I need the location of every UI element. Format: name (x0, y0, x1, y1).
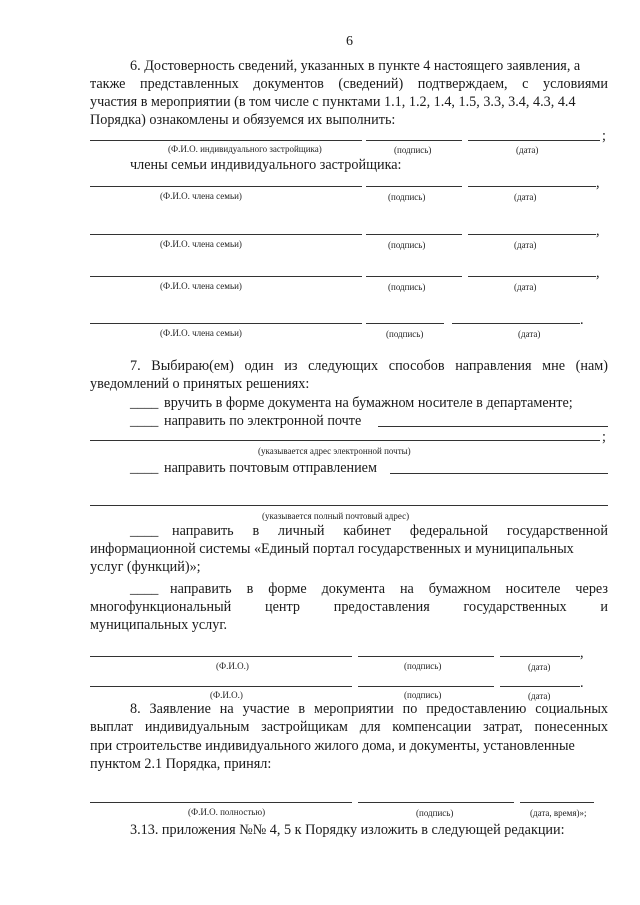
applicant-2-name-line (90, 686, 352, 687)
applicant-1-signature-caption: (подпись) (404, 661, 442, 671)
option-4-blank: ____ (130, 523, 159, 539)
builder-date-caption: (дата) (516, 145, 539, 155)
applicant-2-date-line (500, 686, 580, 687)
option-4-line-3: услуг (функций)»; (90, 559, 201, 575)
postal-full-line (90, 505, 608, 506)
applicant-2-date-caption: (дата) (528, 691, 551, 701)
family-member-1-date-caption: (дата) (514, 192, 537, 202)
family-member-3-date-line (468, 276, 596, 277)
family-member-2-date-caption: (дата) (514, 240, 537, 250)
family-member-3-comma: , (596, 265, 600, 281)
family-member-1-comma: , (596, 175, 600, 191)
family-member-3-signature-caption: (подпись) (388, 282, 426, 292)
receiver-datetime-line (520, 802, 594, 803)
applicant-1-name-line (90, 656, 352, 657)
s6-text-line-1: 6. Достоверность сведений, указанных в пункте 4 настоящего заявления, а (130, 58, 581, 74)
family-member-2-signature-caption: (подпись) (388, 240, 426, 250)
option-4-line-2: информационной системы «Единый портал государственных и муниципальных (90, 541, 574, 557)
family-member-4-signature-caption: (подпись) (386, 329, 424, 339)
option-5-blank: ____ (130, 581, 159, 597)
email-inline-line (378, 426, 608, 427)
applicant-1-comma: , (580, 645, 584, 661)
applicant-1-date-caption: (дата) (528, 662, 551, 672)
family-member-3-name-line (90, 276, 362, 277)
option-4-line-1: направить в личный кабинет федеральной государственной (172, 523, 608, 539)
builder-date-line (468, 140, 600, 141)
family-member-3-signature-line (366, 276, 462, 277)
family-member-1-name-caption: (Ф.И.О. члена семьи) (160, 191, 242, 201)
builder-signature-line (366, 140, 462, 141)
family-member-4-period: . (580, 312, 584, 328)
family-member-2-signature-line (366, 234, 462, 235)
builder-name-caption: (Ф.И.О. индивидуального застройщика) (168, 144, 322, 154)
option-2-text: направить по электронной почте (164, 413, 362, 429)
postal-inline-line (390, 473, 608, 474)
family-member-1-signature-caption: (подпись) (388, 192, 426, 202)
applicant-1-signature-line (358, 656, 494, 657)
email-line-semicolon: ; (602, 429, 606, 445)
amendment-3-13-text: 3.13. приложения №№ 4, 5 к Порядку изложить в следующей редакции: (130, 822, 565, 838)
s8-text-line-3: при строительстве индивидуального жилого дома, и документы, установленные (90, 738, 575, 754)
applicant-2-period: . (580, 675, 584, 691)
family-member-3-name-caption: (Ф.И.О. члена семьи) (160, 281, 242, 291)
family-member-2-name-caption: (Ф.И.О. члена семьи) (160, 239, 242, 249)
option-5-line-1: направить в форме документа на бумажном носителе через (170, 581, 608, 597)
family-member-1-signature-line (366, 186, 462, 187)
applicant-2-signature-caption: (подпись) (404, 690, 442, 700)
family-member-4-name-caption: (Ф.И.О. члена семьи) (160, 328, 242, 338)
receiver-signature-line (358, 802, 514, 803)
family-member-1-date-line (468, 186, 596, 187)
family-member-2-date-line (468, 234, 596, 235)
page-number: 6 (346, 34, 353, 49)
option-5-line-2: многофункциональный центр предоставления государственных и (90, 599, 608, 615)
s7-text-line-1: 7. Выбираю(ем) один из следующих способов направления мне (нам) (130, 358, 608, 374)
family-member-4-signature-line (366, 323, 444, 324)
option-1-text: вручить в форме документа на бумажном носителе в департаменте; (164, 395, 573, 411)
family-member-2-name-line (90, 234, 362, 235)
builder-name-line (90, 140, 362, 141)
s8-text-line-2: выплат индивидуальным застройщикам для компенсации затрат, понесенных (90, 719, 608, 735)
s6-text-line-4: Порядка) ознакомлены и обязуемся их выполнить: (90, 112, 396, 128)
receiver-datetime-caption: (дата, время)»; (530, 808, 587, 818)
family-member-3-date-caption: (дата) (514, 282, 537, 292)
family-member-2-comma: , (596, 223, 600, 239)
applicant-1-date-line (500, 656, 580, 657)
s8-text-line-4: пунктом 2.1 Порядка, принял: (90, 756, 272, 772)
option-1-blank: ____ (130, 395, 159, 411)
family-members-heading: члены семьи индивидуального застройщика: (130, 157, 402, 173)
family-member-1-name-line (90, 186, 362, 187)
s8-text-line-1: 8. Заявление на участие в мероприятии по предоставлению социальных (130, 701, 608, 717)
family-member-4-date-caption: (дата) (518, 329, 541, 339)
applicant-2-signature-line (358, 686, 494, 687)
receiver-name-line (90, 802, 352, 803)
option-3-text: направить почтовым отправлением (164, 460, 377, 476)
option-2-blank: ____ (130, 413, 159, 429)
applicant-2-name-caption: (Ф.И.О.) (210, 690, 243, 700)
option-5-line-3: муниципальных услуг. (90, 617, 228, 633)
s6-text-line-2: также представленных документов (сведений) подтверждаем, с условиями (90, 76, 608, 92)
email-caption: (указывается адрес электронной почты) (258, 446, 411, 456)
s7-text-line-2: уведомлений о принятых решениях: (90, 376, 310, 392)
postal-caption: (указывается полный почтовый адрес) (262, 511, 410, 521)
builder-signature-caption: (подпись) (394, 145, 432, 155)
receiver-name-caption: (Ф.И.О. полностью) (188, 807, 266, 817)
builder-line-semicolon: ; (602, 128, 606, 144)
email-full-line (90, 440, 600, 441)
option-3-blank: ____ (130, 460, 159, 476)
receiver-signature-caption: (подпись) (416, 808, 454, 818)
family-member-4-name-line (90, 323, 362, 324)
family-member-4-date-line (452, 323, 580, 324)
applicant-1-name-caption: (Ф.И.О.) (216, 661, 249, 671)
s6-text-line-3: участия в мероприятии (в том числе с пунктами 1.1, 1.2, 1.4, 1.5, 3.3, 3.4, 4.3, 4.4 (90, 94, 576, 110)
